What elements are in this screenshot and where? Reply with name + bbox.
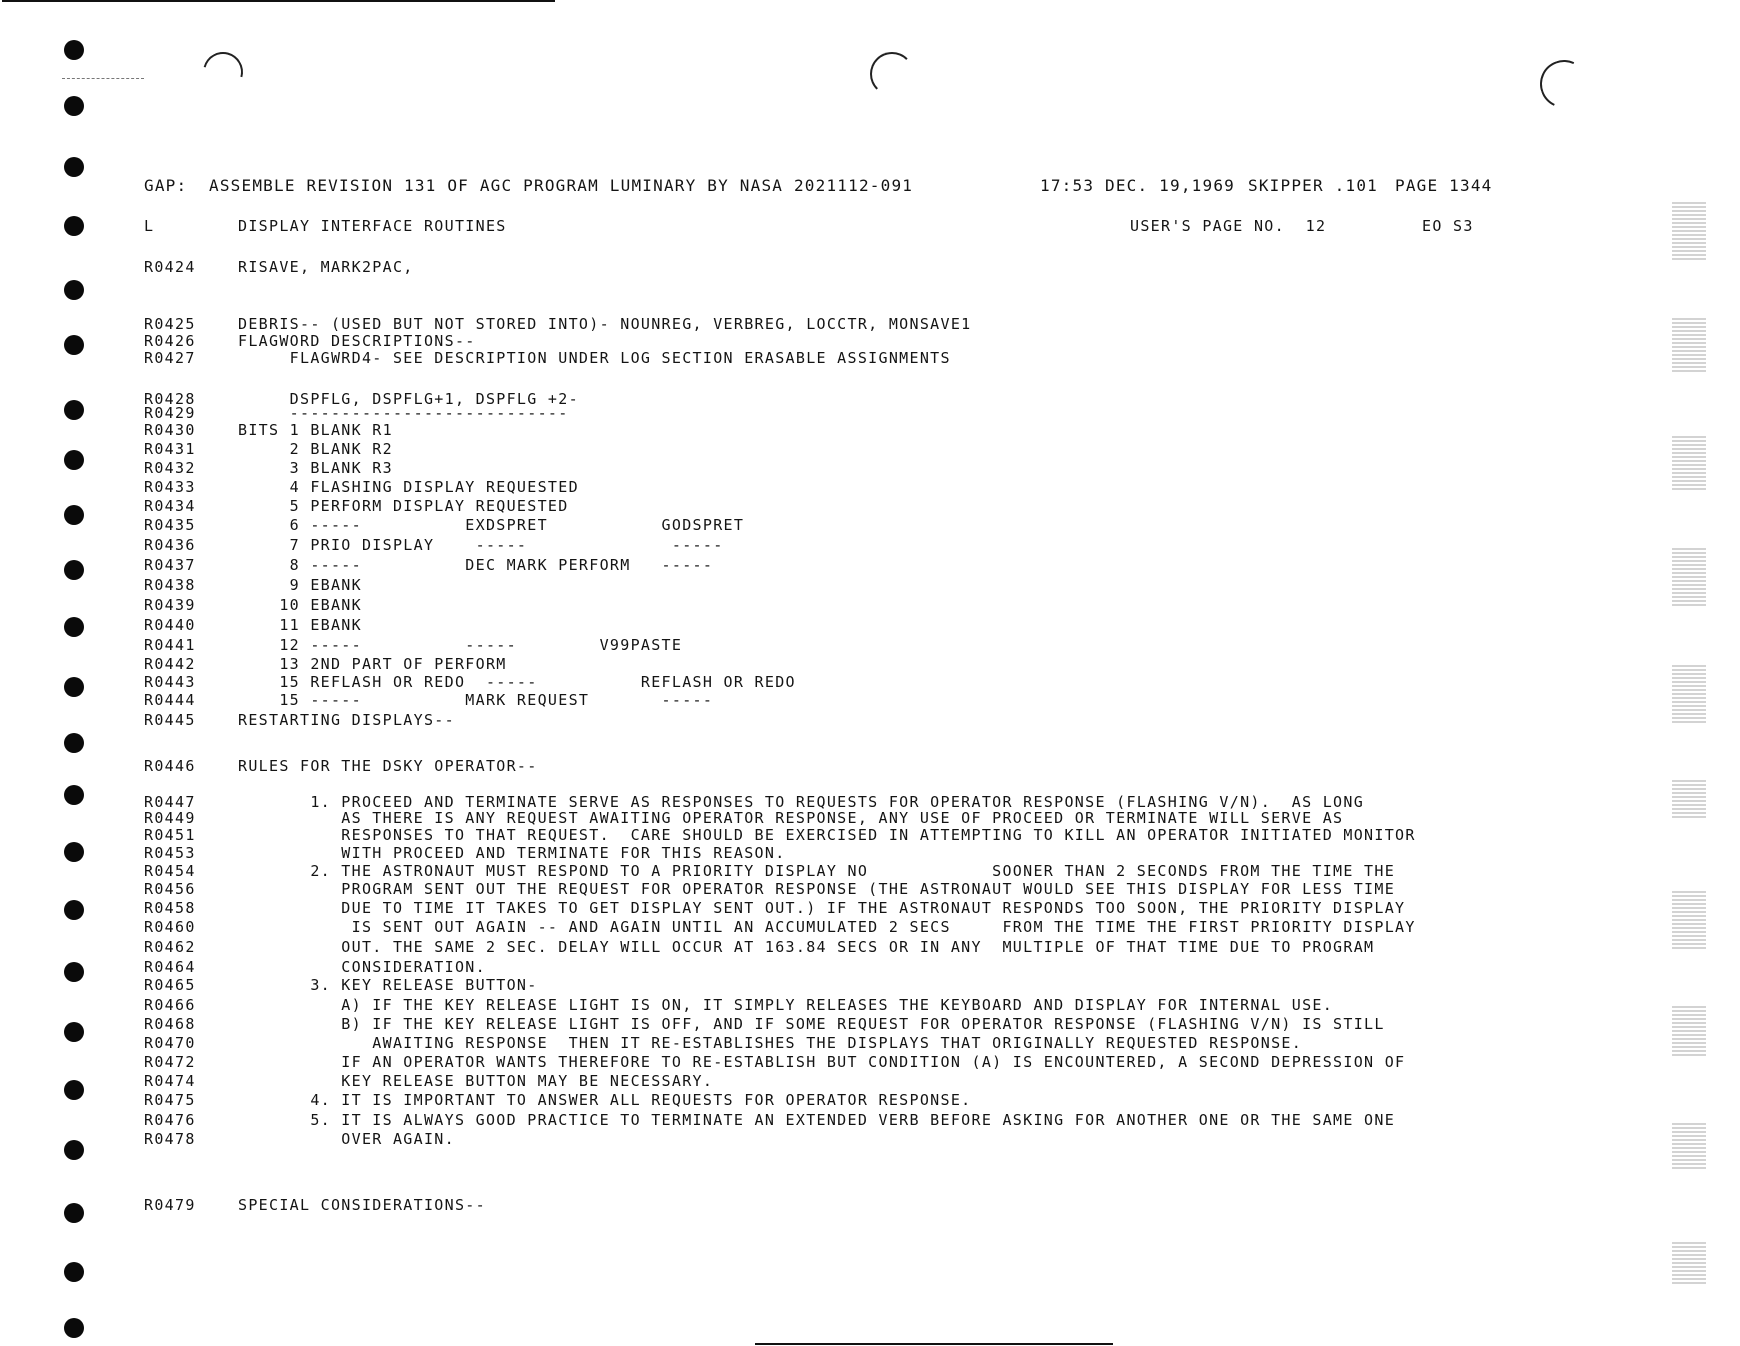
line-number: R0430 bbox=[144, 421, 196, 439]
binder-hole bbox=[64, 1022, 84, 1042]
line-text: 5 PERFORM DISPLAY REQUESTED bbox=[238, 497, 569, 515]
binder-hole bbox=[64, 216, 84, 236]
line-number: R0475 bbox=[144, 1091, 196, 1109]
line-number: R0424 bbox=[144, 258, 196, 276]
line-number: R0433 bbox=[144, 478, 196, 496]
header-timestamp: 17:53 DEC. 19,1969 bbox=[1040, 176, 1235, 195]
binder-hole bbox=[64, 785, 84, 805]
line-text: 13 2ND PART OF PERFORM bbox=[238, 655, 507, 673]
line-text: RESPONSES TO THAT REQUEST. CARE SHOULD BE EXERCISED IN ATTEMPTING TO KILL AN OPERATOR INITIATED MONITOR bbox=[238, 826, 1416, 844]
line-text: B) IF THE KEY RELEASE LIGHT IS OFF, AND IF SOME REQUEST FOR OPERATOR RESPONSE (FLASHING V/N) IS STILL bbox=[238, 1015, 1385, 1033]
section-title: DISPLAY INTERFACE ROUTINES bbox=[238, 217, 507, 235]
binder-hole bbox=[64, 450, 84, 470]
line-number: R0451 bbox=[144, 826, 196, 844]
line-text: 2 BLANK R2 bbox=[238, 440, 393, 458]
line-text: RULES FOR THE DSKY OPERATOR-- bbox=[238, 757, 538, 775]
line-number: R0458 bbox=[144, 899, 196, 917]
line-number: R0425 bbox=[144, 315, 196, 333]
top-rule bbox=[2, 0, 555, 2]
line-number: R0438 bbox=[144, 576, 196, 594]
binder-hole bbox=[64, 280, 84, 300]
header-page: PAGE 1344 bbox=[1395, 176, 1493, 195]
line-number: R0434 bbox=[144, 497, 196, 515]
scan-noise-mark bbox=[1672, 548, 1706, 606]
line-number: R0429 bbox=[144, 404, 196, 422]
scan-noise-mark bbox=[1672, 436, 1706, 490]
line-number: R0466 bbox=[144, 996, 196, 1014]
binder-hole bbox=[64, 1080, 84, 1100]
line-text: 11 EBANK bbox=[238, 616, 362, 634]
line-text: 3 BLANK R3 bbox=[238, 459, 393, 477]
scan-noise-mark bbox=[1672, 1006, 1706, 1056]
header-left: GAP: ASSEMBLE REVISION 131 OF AGC PROGRAM LUMINARY BY NASA 2021112-091 bbox=[144, 176, 914, 195]
line-number: R0464 bbox=[144, 958, 196, 976]
line-text: FLAGWRD4- SEE DESCRIPTION UNDER LOG SECTION ERASABLE ASSIGNMENTS bbox=[238, 349, 951, 367]
line-number: R0432 bbox=[144, 459, 196, 477]
line-number: R0442 bbox=[144, 655, 196, 673]
line-text: SPECIAL CONSIDERATIONS-- bbox=[238, 1196, 486, 1214]
header-skipper: SKIPPER .101 bbox=[1248, 176, 1378, 195]
line-number: R0476 bbox=[144, 1111, 196, 1129]
line-number: R0474 bbox=[144, 1072, 196, 1090]
binder-hole bbox=[64, 505, 84, 525]
binder-hole bbox=[64, 677, 84, 697]
binder-hole bbox=[64, 733, 84, 753]
line-text: --------------------------- bbox=[238, 404, 569, 422]
binder-hole bbox=[64, 962, 84, 982]
binder-hole bbox=[64, 560, 84, 580]
line-number: R0431 bbox=[144, 440, 196, 458]
line-text: DSPFLG, DSPFLG+1, DSPFLG +2- bbox=[238, 390, 579, 408]
line-text: 4. IT IS IMPORTANT TO ANSWER ALL REQUESTS FOR OPERATOR RESPONSE. bbox=[238, 1091, 972, 1109]
line-text: 5. IT IS ALWAYS GOOD PRACTICE TO TERMINATE AN EXTENDED VERB BEFORE ASKING FOR ANOTHER ONE OR THE SAME ONE bbox=[238, 1111, 1396, 1129]
binder-hole bbox=[64, 842, 84, 862]
scan-noise-mark bbox=[1672, 318, 1706, 372]
line-number: R0470 bbox=[144, 1034, 196, 1052]
binder-hole bbox=[64, 617, 84, 637]
line-number: R0478 bbox=[144, 1130, 196, 1148]
type-code: L bbox=[144, 217, 155, 235]
line-text: FLAGWORD DESCRIPTIONS-- bbox=[238, 332, 476, 350]
line-text: DUE TO TIME IT TAKES TO GET DISPLAY SENT OUT.) IF THE ASTRONAUT RESPONDS TOO SOON, THE PRIORITY DISPLAY bbox=[238, 899, 1406, 917]
line-text: 3. KEY RELEASE BUTTON- bbox=[238, 976, 538, 994]
line-text: PROGRAM SENT OUT THE REQUEST FOR OPERATOR RESPONSE (THE ASTRONAUT WOULD SEE THIS DISPLAY FOR LESS TIME bbox=[238, 880, 1396, 898]
line-number: R0460 bbox=[144, 918, 196, 936]
binder-hole bbox=[64, 96, 84, 116]
eo-code: EO S3 bbox=[1422, 217, 1474, 235]
line-text: RISAVE, MARK2PAC, bbox=[238, 258, 414, 276]
line-number: R0472 bbox=[144, 1053, 196, 1071]
scan-noise-mark bbox=[1672, 1123, 1706, 1169]
line-number: R0456 bbox=[144, 880, 196, 898]
line-number: R0462 bbox=[144, 938, 196, 956]
line-text: OUT. THE SAME 2 SEC. DELAY WILL OCCUR AT 163.84 SECS OR IN ANY MULTIPLE OF THAT TIME DUE TO PROGRAM bbox=[238, 938, 1375, 956]
line-number: R0441 bbox=[144, 636, 196, 654]
line-text: 12 ----- ----- V99PASTE bbox=[238, 636, 683, 654]
binder-hole bbox=[64, 40, 84, 60]
line-text: BITS 1 BLANK R1 bbox=[238, 421, 393, 439]
line-number: R0437 bbox=[144, 556, 196, 574]
line-text: OVER AGAIN. bbox=[238, 1130, 455, 1148]
line-text: RESTARTING DISPLAYS-- bbox=[238, 711, 455, 729]
line-text: A) IF THE KEY RELEASE LIGHT IS ON, IT SIMPLY RELEASES THE KEYBOARD AND DISPLAY FOR INTERNAL USE. bbox=[238, 996, 1334, 1014]
line-text: IS SENT OUT AGAIN -- AND AGAIN UNTIL AN ACCUMULATED 2 SECS FROM THE TIME THE FIRST PRIORITY DISPLAY bbox=[238, 918, 1416, 936]
binder-hole bbox=[64, 900, 84, 920]
scan-noise-mark bbox=[1672, 202, 1706, 260]
line-number: R0453 bbox=[144, 844, 196, 862]
user-page-number: USER'S PAGE NO. 12 bbox=[1130, 217, 1327, 235]
line-text: 9 EBANK bbox=[238, 576, 362, 594]
line-number: R0443 bbox=[144, 673, 196, 691]
line-number: R0479 bbox=[144, 1196, 196, 1214]
line-text: DEBRIS-- (USED BUT NOT STORED INTO)- NOUNREG, VERBREG, LOCCTR, MONSAVE1 bbox=[238, 315, 972, 333]
bottom-rule bbox=[755, 1343, 1113, 1345]
punch-arc-mark bbox=[870, 52, 914, 96]
dashed-rule bbox=[62, 78, 144, 79]
line-text: 2. THE ASTRONAUT MUST RESPOND TO A PRIORITY DISPLAY NO SOONER THAN 2 SECONDS FROM THE TIME THE bbox=[238, 862, 1396, 880]
line-number: R0449 bbox=[144, 809, 196, 827]
line-number: R0454 bbox=[144, 862, 196, 880]
line-text: CONSIDERATION. bbox=[238, 958, 486, 976]
line-text: AS THERE IS ANY REQUEST AWAITING OPERATOR RESPONSE, ANY USE OF PROCEED OR TERMINATE WILL SERVE AS bbox=[238, 809, 1344, 827]
line-text: KEY RELEASE BUTTON MAY BE NECESSARY. bbox=[238, 1072, 714, 1090]
scan-noise-mark bbox=[1672, 891, 1706, 949]
line-number: R0426 bbox=[144, 332, 196, 350]
punch-arc-mark bbox=[1533, 53, 1595, 115]
binder-hole bbox=[64, 400, 84, 420]
binder-hole bbox=[64, 1318, 84, 1338]
line-number: R0439 bbox=[144, 596, 196, 614]
binder-hole bbox=[64, 1140, 84, 1160]
line-text: 1. PROCEED AND TERMINATE SERVE AS RESPONSES TO REQUESTS FOR OPERATOR RESPONSE (FLASHING V/N). AS LONG bbox=[238, 793, 1365, 811]
line-text: AWAITING RESPONSE THEN IT RE-ESTABLISHES THE DISPLAYS THAT ORIGINALLY REQUESTED RESPONSE. bbox=[238, 1034, 1303, 1052]
line-number: R0427 bbox=[144, 349, 196, 367]
line-text: 15 REFLASH OR REDO ----- REFLASH OR REDO bbox=[238, 673, 796, 691]
scan-noise-mark bbox=[1672, 1240, 1706, 1284]
line-text: 15 ----- MARK REQUEST ----- bbox=[238, 691, 714, 709]
line-number: R0436 bbox=[144, 536, 196, 554]
scan-noise-mark bbox=[1672, 665, 1706, 723]
binder-hole bbox=[64, 157, 84, 177]
line-text: 7 PRIO DISPLAY ----- ----- bbox=[238, 536, 724, 554]
line-text: 6 ----- EXDSPRET GODSPRET bbox=[238, 516, 745, 534]
line-text: WITH PROCEED AND TERMINATE FOR THIS REASON. bbox=[238, 844, 786, 862]
binder-hole bbox=[64, 335, 84, 355]
line-number: R0435 bbox=[144, 516, 196, 534]
binder-hole bbox=[64, 1203, 84, 1223]
line-number: R0468 bbox=[144, 1015, 196, 1033]
line-number: R0445 bbox=[144, 711, 196, 729]
punch-arc-mark bbox=[196, 45, 251, 100]
line-number: R0440 bbox=[144, 616, 196, 634]
line-text: 8 ----- DEC MARK PERFORM ----- bbox=[238, 556, 714, 574]
line-number: R0447 bbox=[144, 793, 196, 811]
line-number: R0446 bbox=[144, 757, 196, 775]
line-text: 10 EBANK bbox=[238, 596, 362, 614]
line-number: R0444 bbox=[144, 691, 196, 709]
line-number: R0428 bbox=[144, 390, 196, 408]
binder-hole bbox=[64, 1262, 84, 1282]
line-number: R0465 bbox=[144, 976, 196, 994]
line-text: 4 FLASHING DISPLAY REQUESTED bbox=[238, 478, 579, 496]
scan-noise-mark bbox=[1672, 778, 1706, 818]
line-text: IF AN OPERATOR WANTS THEREFORE TO RE-ESTABLISH BUT CONDITION (A) IS ENCOUNTERED, A SECOND DEPRESSION OF bbox=[238, 1053, 1406, 1071]
